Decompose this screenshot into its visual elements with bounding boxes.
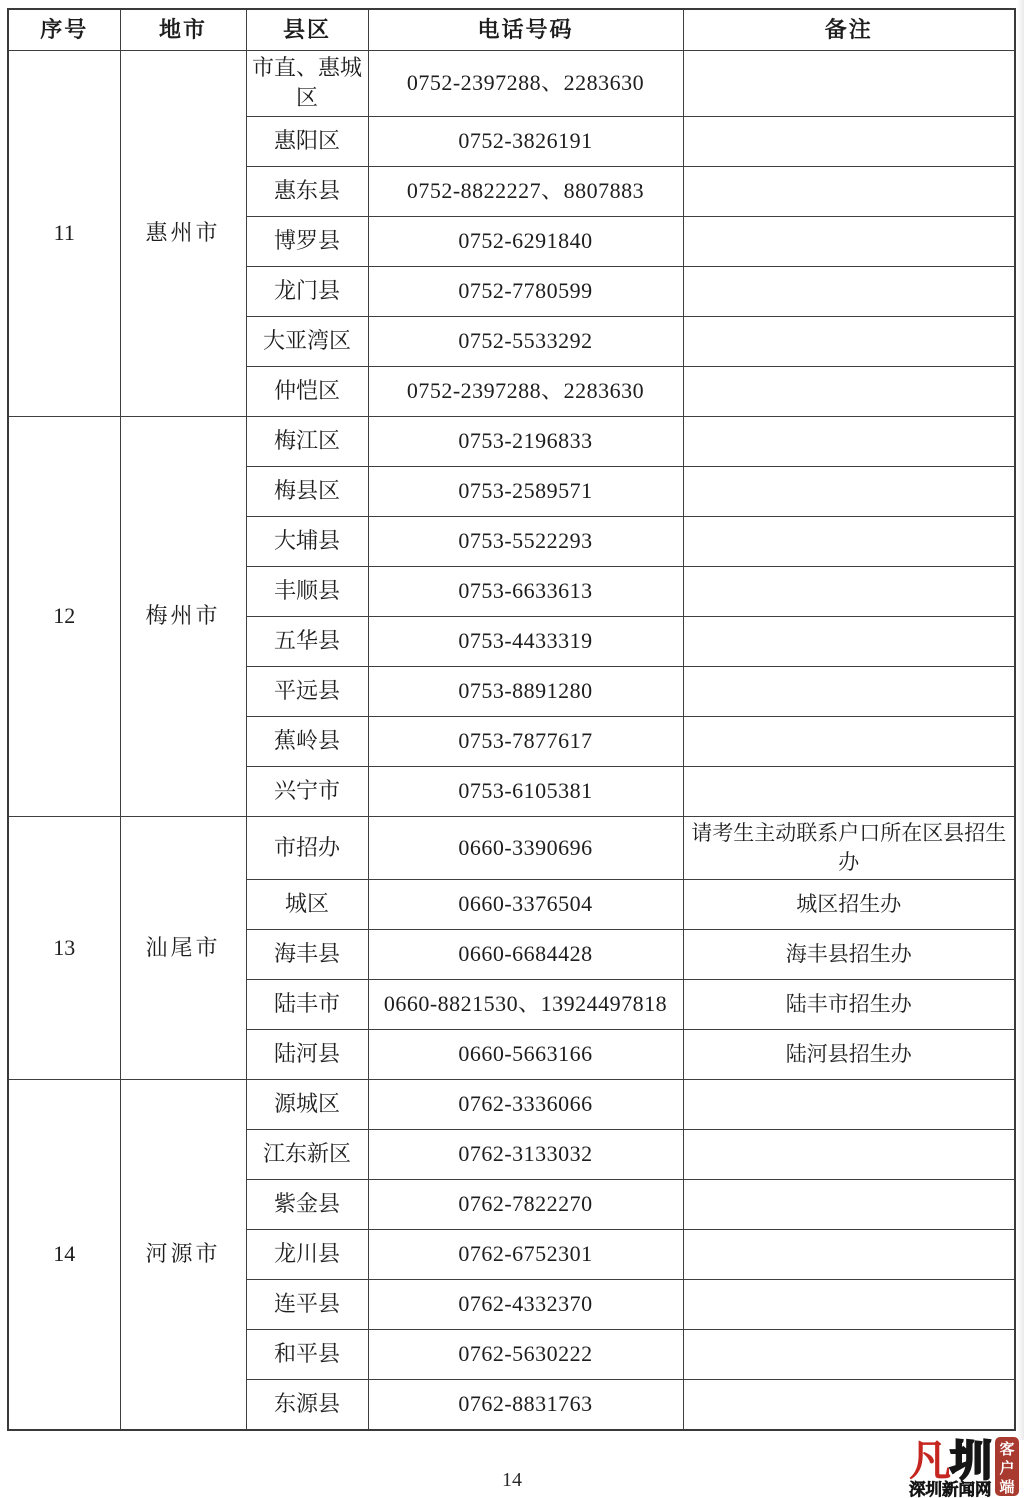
district-cell: 陆丰市	[246, 979, 368, 1029]
note-cell	[683, 416, 1015, 466]
note-cell	[683, 766, 1015, 816]
note-cell	[683, 666, 1015, 716]
note-cell	[683, 516, 1015, 566]
district-cell: 连平县	[246, 1279, 368, 1329]
district-cell: 兴宁市	[246, 766, 368, 816]
note-cell	[683, 116, 1015, 166]
column-header-1: 地市	[120, 9, 246, 51]
phone-cell: 0762-8831763	[368, 1379, 683, 1430]
sznews-logo	[908, 1434, 1020, 1498]
district-cell: 梅县区	[246, 466, 368, 516]
district-cell: 惠东县	[246, 166, 368, 216]
city-cell: 汕尾市	[120, 816, 246, 1079]
note-cell	[683, 616, 1015, 666]
logo-badge-text	[999, 1440, 1014, 1496]
note-cell	[683, 266, 1015, 316]
phone-cell: 0762-6752301	[368, 1229, 683, 1279]
table-header-row	[8, 9, 1015, 51]
note-cell	[683, 166, 1015, 216]
column-header-3: 电话号码	[368, 9, 683, 51]
district-cell: 大亚湾区	[246, 316, 368, 366]
phone-cell: 0752-2397288、2283630	[368, 51, 683, 117]
note-cell	[683, 216, 1015, 266]
sznews-logo-icon	[908, 1434, 1020, 1498]
phone-cell: 0753-2589571	[368, 466, 683, 516]
phone-cell: 0660-3376504	[368, 879, 683, 929]
table-row	[8, 51, 1015, 117]
phone-cell: 0762-7822270	[368, 1179, 683, 1229]
table-row	[8, 416, 1015, 466]
table-row	[8, 816, 1015, 879]
district-cell: 平远县	[246, 666, 368, 716]
note-cell: 城区招生办	[683, 879, 1015, 929]
column-header-2: 县区	[246, 9, 368, 51]
seq-cell: 14	[8, 1079, 120, 1430]
district-cell: 大埔县	[246, 516, 368, 566]
district-cell: 惠阳区	[246, 116, 368, 166]
logo-site-name: 深圳新闻网	[909, 1480, 992, 1498]
phone-cell: 0753-5522293	[368, 516, 683, 566]
note-cell	[683, 716, 1015, 766]
district-cell: 梅江区	[246, 416, 368, 466]
phone-cell: 0660-8821530、13924497818	[368, 979, 683, 1029]
page-edge-shade	[1017, 0, 1024, 1440]
district-cell: 龙川县	[246, 1229, 368, 1279]
note-cell	[683, 1379, 1015, 1430]
district-cell: 东源县	[246, 1379, 368, 1430]
district-cell: 江东新区	[246, 1129, 368, 1179]
column-header-4: 备注	[683, 9, 1015, 51]
district-cell: 蕉岭县	[246, 716, 368, 766]
district-cell: 海丰县	[246, 929, 368, 979]
logo-badge-char: 户	[999, 1461, 1015, 1477]
phone-cell: 0753-2196833	[368, 416, 683, 466]
district-cell: 市直、惠城区	[246, 51, 368, 117]
phone-cell: 0660-5663166	[368, 1029, 683, 1079]
logo-zhen-glyph: 圳	[950, 1439, 993, 1485]
note-cell	[683, 1079, 1015, 1129]
district-cell: 城区	[246, 879, 368, 929]
note-cell	[683, 1229, 1015, 1279]
note-cell: 陆河县招生办	[683, 1029, 1015, 1079]
phone-cell: 0753-6633613	[368, 566, 683, 616]
phone-cell: 0752-3826191	[368, 116, 683, 166]
note-cell	[683, 316, 1015, 366]
city-cell: 河源市	[120, 1079, 246, 1430]
logo-badge-char: 端	[999, 1480, 1015, 1496]
phone-cell: 0753-6105381	[368, 766, 683, 816]
district-cell: 五华县	[246, 616, 368, 666]
phone-cell: 0660-3390696	[368, 816, 683, 879]
note-cell	[683, 1329, 1015, 1379]
page-number: 14	[502, 1469, 522, 1491]
district-cell: 紫金县	[246, 1179, 368, 1229]
phone-cell: 0752-8822227、8807883	[368, 166, 683, 216]
city-cell: 惠州市	[120, 51, 246, 417]
note-cell: 海丰县招生办	[683, 929, 1015, 979]
phone-cell: 0753-7877617	[368, 716, 683, 766]
note-cell	[683, 51, 1015, 117]
phone-cell: 0762-3133032	[368, 1129, 683, 1179]
district-cell: 陆河县	[246, 1029, 368, 1079]
district-cell: 丰顺县	[246, 566, 368, 616]
seq-cell: 12	[8, 416, 120, 816]
table-body	[8, 51, 1015, 1430]
phone-cell: 0660-6684428	[368, 929, 683, 979]
seq-cell: 13	[8, 816, 120, 1079]
note-cell	[683, 566, 1015, 616]
logo-badge-char: 客	[999, 1442, 1015, 1458]
phone-cell: 0752-2397288、2283630	[368, 366, 683, 416]
phone-cell: 0762-4332370	[368, 1279, 683, 1329]
note-cell	[683, 366, 1015, 416]
note-cell: 陆丰市招生办	[683, 979, 1015, 1029]
column-header-0: 序号	[8, 9, 120, 51]
district-cell: 源城区	[246, 1079, 368, 1129]
phone-cell: 0753-4433319	[368, 616, 683, 666]
seq-cell: 11	[8, 51, 120, 417]
table-row	[8, 1079, 1015, 1129]
district-cell: 仲恺区	[246, 366, 368, 416]
district-cell: 博罗县	[246, 216, 368, 266]
logo-mark-glyph: 凡	[909, 1439, 952, 1485]
phone-cell: 0752-5533292	[368, 316, 683, 366]
note-cell	[683, 1129, 1015, 1179]
phone-cell: 0753-8891280	[368, 666, 683, 716]
note-cell: 请考生主动联系户口所在区县招生办	[683, 816, 1015, 879]
note-cell	[683, 466, 1015, 516]
district-cell: 和平县	[246, 1329, 368, 1379]
note-cell	[683, 1279, 1015, 1329]
phone-cell: 0762-3336066	[368, 1079, 683, 1129]
contact-table	[7, 8, 1016, 1431]
phone-cell: 0762-5630222	[368, 1329, 683, 1379]
district-cell: 龙门县	[246, 266, 368, 316]
city-cell: 梅州市	[120, 416, 246, 816]
phone-cell: 0752-6291840	[368, 216, 683, 266]
district-cell: 市招办	[246, 816, 368, 879]
phone-cell: 0752-7780599	[368, 266, 683, 316]
note-cell	[683, 1179, 1015, 1229]
